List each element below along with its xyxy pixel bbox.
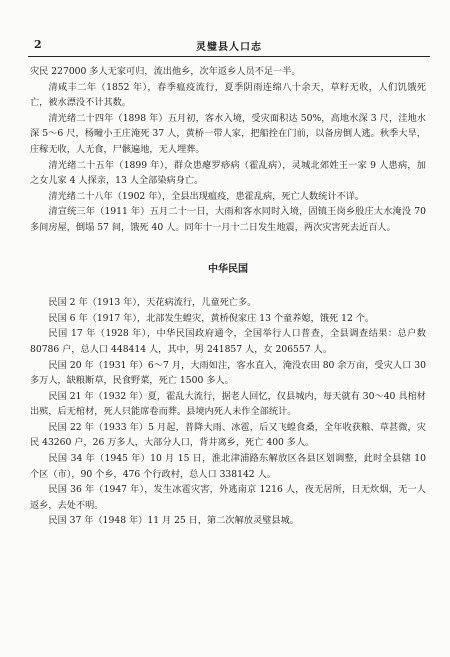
running-title: 灵璧县人口志: [196, 42, 262, 53]
section-title: 中华民国: [208, 263, 248, 275]
page-header: [28, 38, 430, 57]
paragraph: 清光绪二十五年（1899 年），群众患瘪罗痧病（霍乱病），灵城北郊姓王一家 9 人患病，加之女儿家 4 人探亲，13 人全部染病身亡。: [30, 159, 426, 187]
paragraph: 清光绪二十四年（1898 年）五月初，客水入境，受灾面积达 50%，高地水深 3 尺，洼地水深 5～6 尺，杨疃小王庄淹死 37 人，黄桥一带人家，把船拴在门前，以备房倒人逃。秋季大旱，庄稼无收，人无食，尸骸遍地，无人埋葬。: [30, 112, 426, 155]
paragraph: 民国 21 年（1932 年）夏，霍乱大流行，据老人回忆，仅县城内，每天就有 30～40 具棺材出殡，后无棺材，死人只能席卷而葬。县境内死人未作全部统计。: [30, 390, 426, 418]
paragraph: 民国 20 年（1931 年）6～7 月，大雨如注，客水直入，淹没农田 80 余万亩，受灾人口 30 多万人，缺粮断草，民食野菜，死亡 1500 多人。: [30, 359, 426, 387]
paragraph: 民国 36 年（1947 年），发生冰雹灾害，外逃南京 1216 人，夜无居所，日无炊烟，无一人返乡，去处不明。: [30, 484, 426, 511]
paragraph: 灾民 227000 多人无家可归，流出他乡，次年返乡人员不足一半。: [30, 66, 301, 77]
paragraph: 民国 37 年（1948 年）11 月 25 日，第二次解放灵璧县城。: [48, 515, 299, 527]
paragraph: 民国 17 年（1928 年），中华民国政府通令，全国举行人口普查，全县调查结果：总户数 80786 户，总人口 448414 人，其中，男 241857 人，女 206557 人。: [30, 328, 426, 355]
paragraph: 民国 22 年（1933 年）5 月起，普降大雨、冰雹，后又飞蝗食桑，全年收获粮、草甚微，灾民 43260 户，26 万多人，大部分人口，背井离乡，死亡 400 多人。: [30, 421, 426, 449]
paragraph: 民国 34 年（1945 年）10 月 15 日，淮北津浦路东解放区各县区划调整，此时全县辖 10 个区（市），90 个乡，476 个行政村，总人口 338142 人。: [30, 453, 426, 480]
paragraph: 民国 2 年（1913 年），天花病流行，儿童死亡多。: [48, 297, 257, 309]
paragraph: 民国 6 年（1917 年），北部发生蝗灾，黄桥倪家庄 13 个童养媳，饿死 12 个。: [48, 312, 375, 324]
page-number: 2: [34, 38, 42, 51]
paragraph: 清咸丰二年（1852 年），春季瘟疫流行，夏季阴雨连绵八十余天，草籽无收，人们饥饿死亡，被水漂没不计其数。: [30, 81, 426, 109]
paragraph: 清光绪二十八年（1902 年），全县出现瘟疫，患霍乱病，死亡人数统计不详。: [48, 190, 365, 202]
paragraph: 清宣统三年（1911 年）五月二十一日，大雨和客水同时入境，固镇王岗乡殷庄大水淹没 70 多间房屋，倒塌 57 间，饿死 40 人。同年十一月十二日发生地震，两次灾害死去近百人。: [30, 206, 426, 233]
body-text: [30, 64, 426, 529]
